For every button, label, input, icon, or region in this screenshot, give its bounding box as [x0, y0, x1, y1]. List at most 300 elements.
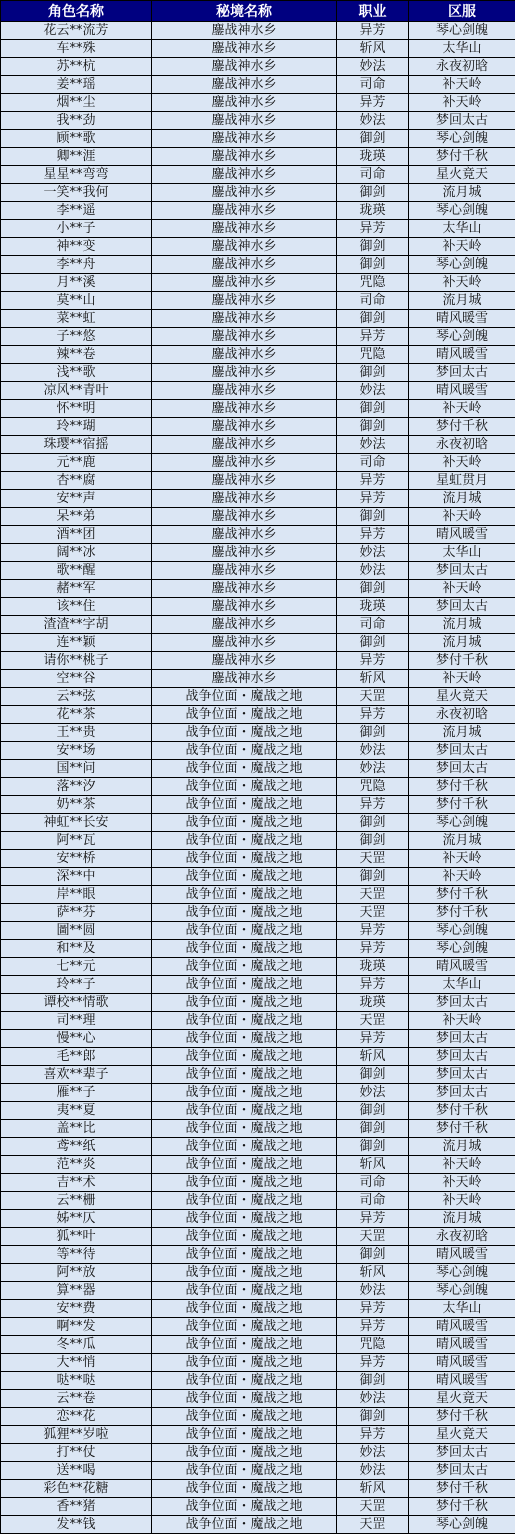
character-name-cell: 大**悄	[1, 1354, 152, 1372]
character-name-cell: 顾**歌	[1, 130, 152, 148]
class-cell: 天罡	[337, 1228, 409, 1246]
character-name-cell: 香**猪	[1, 1498, 152, 1516]
realm-name-cell: 战争位面・魔战之地	[152, 814, 337, 832]
server-cell: 太华山	[409, 544, 515, 562]
realm-name-cell: 鏖战神水乡	[152, 184, 337, 202]
class-cell: 异芳	[337, 1210, 409, 1228]
table-row	[1, 472, 515, 490]
character-name-cell: 国**问	[1, 760, 152, 778]
class-cell: 异芳	[337, 706, 409, 724]
class-cell: 异芳	[337, 526, 409, 544]
character-name-cell: 慢**心	[1, 1030, 152, 1048]
server-cell: 太华山	[409, 976, 515, 994]
character-name-cell: 空**谷	[1, 670, 152, 688]
table-row	[1, 1030, 515, 1048]
realm-name-cell: 鏖战神水乡	[152, 562, 337, 580]
server-cell: 梦付千秋	[409, 1498, 515, 1516]
table-row	[1, 184, 515, 202]
server-cell: 补天岭	[409, 580, 515, 598]
realm-name-cell: 战争位面・魔战之地	[152, 1138, 337, 1156]
realm-name-cell: 战争位面・魔战之地	[152, 904, 337, 922]
realm-name-cell: 鏖战神水乡	[152, 616, 337, 634]
character-name-cell: 狐**叶	[1, 1228, 152, 1246]
realm-name-cell: 鏖战神水乡	[152, 58, 337, 76]
table-row	[1, 166, 515, 184]
server-cell: 永夜初晗	[409, 706, 515, 724]
class-cell: 天罡	[337, 850, 409, 868]
table-row	[1, 328, 515, 346]
table-row	[1, 58, 515, 76]
character-name-cell: 吉**术	[1, 1174, 152, 1192]
realm-name-cell: 战争位面・魔战之地	[152, 1156, 337, 1174]
realm-name-cell: 战争位面・魔战之地	[152, 1102, 337, 1120]
server-cell: 晴风暖雪	[409, 1318, 515, 1336]
class-cell: 御剑	[337, 508, 409, 526]
class-cell: 珑瑛	[337, 202, 409, 220]
class-cell: 异芳	[337, 22, 409, 40]
class-cell: 异芳	[337, 1354, 409, 1372]
character-name-cell: 子**悠	[1, 328, 152, 346]
class-cell: 御剑	[337, 634, 409, 652]
character-name-cell: 阿**瓦	[1, 832, 152, 850]
server-cell: 太华山	[409, 220, 515, 238]
class-cell: 妙法	[337, 1084, 409, 1102]
realm-name-cell: 战争位面・魔战之地	[152, 1282, 337, 1300]
server-cell: 永夜初晗	[409, 58, 515, 76]
table-row	[1, 634, 515, 652]
server-cell: 永夜初晗	[409, 436, 515, 454]
character-name-cell: 等**待	[1, 1246, 152, 1264]
character-name-cell: 云**卷	[1, 1390, 152, 1408]
class-cell: 御剑	[337, 1066, 409, 1084]
class-cell: 咒隐	[337, 346, 409, 364]
table-row	[1, 148, 515, 166]
character-name-cell: 雁**子	[1, 1084, 152, 1102]
class-cell: 御剑	[337, 364, 409, 382]
table-row	[1, 508, 515, 526]
character-name-cell: 安**费	[1, 1300, 152, 1318]
class-cell: 御剑	[337, 418, 409, 436]
realm-name-cell: 战争位面・魔战之地	[152, 1066, 337, 1084]
character-name-cell: 姊**仄	[1, 1210, 152, 1228]
server-cell: 琴心剑魄	[409, 328, 515, 346]
character-name-cell: 珠璎**宿摇	[1, 436, 152, 454]
table-row	[1, 436, 515, 454]
character-name-cell: 怀**明	[1, 400, 152, 418]
realm-name-cell: 鏖战神水乡	[152, 166, 337, 184]
class-cell: 斩风	[337, 40, 409, 58]
realm-name-cell: 战争位面・魔战之地	[152, 724, 337, 742]
table-row	[1, 742, 515, 760]
class-cell: 妙法	[337, 58, 409, 76]
table-row	[1, 490, 515, 508]
class-cell: 妙法	[337, 760, 409, 778]
realm-name-cell: 战争位面・魔战之地	[152, 760, 337, 778]
realm-name-cell: 鏖战神水乡	[152, 400, 337, 418]
table-row	[1, 1084, 515, 1102]
table-row	[1, 1462, 515, 1480]
table-row	[1, 346, 515, 364]
class-cell: 天罡	[337, 1498, 409, 1516]
realm-name-cell: 鏖战神水乡	[152, 22, 337, 40]
realm-name-cell: 战争位面・魔战之地	[152, 1408, 337, 1426]
realm-name-cell: 鏖战神水乡	[152, 130, 337, 148]
server-cell: 梦付千秋	[409, 148, 515, 166]
server-cell: 补天岭	[409, 238, 515, 256]
character-name-cell: 呆**弟	[1, 508, 152, 526]
table-row	[1, 688, 515, 706]
server-cell: 梦付千秋	[409, 1102, 515, 1120]
character-name-cell: 渣渣**字胡	[1, 616, 152, 634]
realm-name-cell: 鏖战神水乡	[152, 454, 337, 472]
server-cell: 晴风暖雪	[409, 1372, 515, 1390]
character-name-cell: 李**遥	[1, 202, 152, 220]
table-row	[1, 418, 515, 436]
character-name-cell: 王**贵	[1, 724, 152, 742]
server-cell: 梦付千秋	[409, 652, 515, 670]
class-cell: 异芳	[337, 1426, 409, 1444]
table-row	[1, 814, 515, 832]
realm-name-cell: 鏖战神水乡	[152, 76, 337, 94]
realm-name-cell: 鏖战神水乡	[152, 652, 337, 670]
realm-name-cell: 战争位面・魔战之地	[152, 976, 337, 994]
realm-name-cell: 鏖战神水乡	[152, 274, 337, 292]
realm-name-cell: 鏖战神水乡	[152, 148, 337, 166]
class-cell: 珑瑛	[337, 148, 409, 166]
server-cell: 梦回太古	[409, 994, 515, 1012]
character-name-cell: 夷**夏	[1, 1102, 152, 1120]
table-row	[1, 1282, 515, 1300]
character-name-cell: 发**钱	[1, 1516, 152, 1534]
table-row	[1, 706, 515, 724]
table-row	[1, 1372, 515, 1390]
character-name-cell: 冬**瓜	[1, 1336, 152, 1354]
class-cell: 御剑	[337, 310, 409, 328]
table-row	[1, 1336, 515, 1354]
server-cell: 梦付千秋	[409, 778, 515, 796]
character-name-cell: 恋**花	[1, 1408, 152, 1426]
class-cell: 御剑	[337, 1246, 409, 1264]
character-name-cell: 岸**眼	[1, 886, 152, 904]
server-cell: 琴心剑魄	[409, 814, 515, 832]
character-name-cell: 安**桥	[1, 850, 152, 868]
table-row	[1, 1318, 515, 1336]
class-cell: 珑瑛	[337, 598, 409, 616]
character-name-cell: 七**元	[1, 958, 152, 976]
table-row	[1, 1426, 515, 1444]
character-name-cell: 神**变	[1, 238, 152, 256]
class-cell: 司命	[337, 1174, 409, 1192]
character-name-cell: 云**弦	[1, 688, 152, 706]
server-cell: 琴心剑魄	[409, 1264, 515, 1282]
realm-name-cell: 鏖战神水乡	[152, 490, 337, 508]
character-name-cell: 和**及	[1, 940, 152, 958]
realm-name-cell: 战争位面・魔战之地	[152, 1030, 337, 1048]
table-row	[1, 598, 515, 616]
realm-name-cell: 鏖战神水乡	[152, 670, 337, 688]
character-name-cell: 云**栅	[1, 1192, 152, 1210]
character-name-cell: 狐狸**岁啦	[1, 1426, 152, 1444]
server-cell: 梦回太古	[409, 1462, 515, 1480]
class-cell: 妙法	[337, 1282, 409, 1300]
server-cell: 流月城	[409, 184, 515, 202]
table-row	[1, 1408, 515, 1426]
server-cell: 晴风暖雪	[409, 958, 515, 976]
character-name-cell: 玲**子	[1, 976, 152, 994]
class-cell: 天罡	[337, 1012, 409, 1030]
class-cell: 御剑	[337, 400, 409, 418]
realm-name-cell: 战争位面・魔战之地	[152, 1210, 337, 1228]
table-row	[1, 1498, 515, 1516]
realm-name-cell: 鏖战神水乡	[152, 598, 337, 616]
server-cell: 流月城	[409, 832, 515, 850]
header-class: 职业	[337, 1, 409, 22]
character-name-cell: 浅**歌	[1, 364, 152, 382]
table-row	[1, 580, 515, 598]
character-name-cell: 凉风**青叶	[1, 382, 152, 400]
character-name-cell: 范**炎	[1, 1156, 152, 1174]
table-row	[1, 796, 515, 814]
character-name-cell: 喜欢**辈子	[1, 1066, 152, 1084]
realm-name-cell: 战争位面・魔战之地	[152, 1228, 337, 1246]
class-cell: 妙法	[337, 112, 409, 130]
server-cell: 补天岭	[409, 1174, 515, 1192]
server-cell: 梦回太古	[409, 1444, 515, 1462]
realm-name-cell: 战争位面・魔战之地	[152, 706, 337, 724]
server-cell: 琴心剑魄	[409, 22, 515, 40]
class-cell: 珑瑛	[337, 994, 409, 1012]
table-body	[1, 22, 515, 1534]
character-name-cell: 该**住	[1, 598, 152, 616]
header-character-name: 角色名称	[1, 1, 152, 22]
server-cell: 梦付千秋	[409, 418, 515, 436]
table-row	[1, 886, 515, 904]
server-cell: 星火竟天	[409, 688, 515, 706]
class-cell: 异芳	[337, 922, 409, 940]
table-row	[1, 616, 515, 634]
realm-name-cell: 战争位面・魔战之地	[152, 850, 337, 868]
class-cell: 御剑	[337, 814, 409, 832]
realm-name-cell: 战争位面・魔战之地	[152, 1390, 337, 1408]
realm-name-cell: 战争位面・魔战之地	[152, 1174, 337, 1192]
server-cell: 晴风暖雪	[409, 1336, 515, 1354]
table-row	[1, 868, 515, 886]
character-name-cell: 车**殊	[1, 40, 152, 58]
realm-name-cell: 战争位面・魔战之地	[152, 994, 337, 1012]
realm-name-cell: 鏖战神水乡	[152, 40, 337, 58]
realm-name-cell: 战争位面・魔战之地	[152, 1372, 337, 1390]
character-name-cell: 赭**军	[1, 580, 152, 598]
class-cell: 妙法	[337, 544, 409, 562]
character-name-cell: 啊**发	[1, 1318, 152, 1336]
table-row	[1, 1246, 515, 1264]
class-cell: 司命	[337, 454, 409, 472]
class-cell: 斩风	[337, 670, 409, 688]
server-cell: 晴风暖雪	[409, 1246, 515, 1264]
table-row	[1, 400, 515, 418]
class-cell: 异芳	[337, 976, 409, 994]
server-cell: 晴风暖雪	[409, 346, 515, 364]
realm-name-cell: 战争位面・魔战之地	[152, 1444, 337, 1462]
server-cell: 星火竟天	[409, 1426, 515, 1444]
class-cell: 御剑	[337, 1138, 409, 1156]
table-row	[1, 850, 515, 868]
server-cell: 流月城	[409, 724, 515, 742]
server-cell: 琴心剑魄	[409, 256, 515, 274]
class-cell: 妙法	[337, 562, 409, 580]
server-cell: 补天岭	[409, 400, 515, 418]
server-cell: 晴风暖雪	[409, 310, 515, 328]
character-name-cell: 酒**团	[1, 526, 152, 544]
table-row	[1, 562, 515, 580]
table-row	[1, 76, 515, 94]
class-cell: 珑瑛	[337, 958, 409, 976]
realm-name-cell: 战争位面・魔战之地	[152, 868, 337, 886]
table-row	[1, 760, 515, 778]
character-name-cell: 歌**醒	[1, 562, 152, 580]
table-row	[1, 1192, 515, 1210]
character-name-cell: 萨**芬	[1, 904, 152, 922]
table-row	[1, 1210, 515, 1228]
server-cell: 补天岭	[409, 1012, 515, 1030]
character-name-cell: 我**劲	[1, 112, 152, 130]
realm-name-cell: 战争位面・魔战之地	[152, 742, 337, 760]
character-name-cell: 谭校**情歌	[1, 994, 152, 1012]
realm-name-cell: 鏖战神水乡	[152, 526, 337, 544]
character-name-cell: 安**声	[1, 490, 152, 508]
server-cell: 梦回太古	[409, 1084, 515, 1102]
realm-name-cell: 鏖战神水乡	[152, 256, 337, 274]
server-cell: 补天岭	[409, 454, 515, 472]
table-row	[1, 904, 515, 922]
table-row	[1, 382, 515, 400]
server-cell: 梦回太古	[409, 112, 515, 130]
realm-name-cell: 鏖战神水乡	[152, 328, 337, 346]
character-name-cell: 打**仗	[1, 1444, 152, 1462]
server-cell: 太华山	[409, 40, 515, 58]
table-row	[1, 1444, 515, 1462]
class-cell: 异芳	[337, 796, 409, 814]
server-cell: 琴心剑魄	[409, 1282, 515, 1300]
realm-name-cell: 战争位面・魔战之地	[152, 940, 337, 958]
realm-name-cell: 鏖战神水乡	[152, 634, 337, 652]
class-cell: 斩风	[337, 1048, 409, 1066]
server-cell: 梦回太古	[409, 1048, 515, 1066]
character-name-cell: 奶**茶	[1, 796, 152, 814]
server-cell: 晴风暖雪	[409, 1354, 515, 1372]
character-name-cell: 连**颖	[1, 634, 152, 652]
character-name-cell: 阿**放	[1, 1264, 152, 1282]
realm-name-cell: 鏖战神水乡	[152, 310, 337, 328]
character-name-cell: 鸢**纸	[1, 1138, 152, 1156]
realm-name-cell: 战争位面・魔战之地	[152, 796, 337, 814]
character-name-cell: 阔**冰	[1, 544, 152, 562]
character-name-cell: 姜**瑶	[1, 76, 152, 94]
class-cell: 异芳	[337, 940, 409, 958]
server-cell: 琴心剑魄	[409, 1516, 515, 1534]
table-row	[1, 454, 515, 472]
server-cell: 琴心剑魄	[409, 202, 515, 220]
realm-name-cell: 战争位面・魔战之地	[152, 1336, 337, 1354]
realm-name-cell: 战争位面・魔战之地	[152, 832, 337, 850]
class-cell: 妙法	[337, 1390, 409, 1408]
class-cell: 异芳	[337, 652, 409, 670]
class-cell: 司命	[337, 76, 409, 94]
class-cell: 咒隐	[337, 274, 409, 292]
table-row	[1, 1138, 515, 1156]
table-row	[1, 1480, 515, 1498]
server-cell: 梦回太古	[409, 562, 515, 580]
server-cell: 琴心剑魄	[409, 940, 515, 958]
class-cell: 司命	[337, 166, 409, 184]
server-cell: 梦回太古	[409, 364, 515, 382]
table-row	[1, 994, 515, 1012]
table-row	[1, 724, 515, 742]
class-cell: 御剑	[337, 184, 409, 202]
server-cell: 琴心剑魄	[409, 130, 515, 148]
realm-name-cell: 战争位面・魔战之地	[152, 1498, 337, 1516]
realm-name-cell: 战争位面・魔战之地	[152, 1264, 337, 1282]
server-cell: 梦回太古	[409, 1030, 515, 1048]
table-row	[1, 1264, 515, 1282]
class-cell: 咒隐	[337, 1336, 409, 1354]
server-cell: 梦付千秋	[409, 1408, 515, 1426]
realm-name-cell: 战争位面・魔战之地	[152, 1318, 337, 1336]
table-row	[1, 310, 515, 328]
server-cell: 流月城	[409, 292, 515, 310]
realm-name-cell: 鏖战神水乡	[152, 346, 337, 364]
character-name-cell: 星星**弯弯	[1, 166, 152, 184]
realm-name-cell: 战争位面・魔战之地	[152, 1300, 337, 1318]
character-name-cell: 圖**圆	[1, 922, 152, 940]
table-row	[1, 778, 515, 796]
realm-name-cell: 鏖战神水乡	[152, 364, 337, 382]
class-cell: 异芳	[337, 220, 409, 238]
character-name-cell: 玲**瑚	[1, 418, 152, 436]
table-row	[1, 220, 515, 238]
server-cell: 星虹贯月	[409, 472, 515, 490]
realm-name-cell: 战争位面・魔战之地	[152, 688, 337, 706]
server-cell: 补天岭	[409, 274, 515, 292]
server-cell: 梦回太古	[409, 742, 515, 760]
character-name-cell: 司**理	[1, 1012, 152, 1030]
realm-name-cell: 鏖战神水乡	[152, 436, 337, 454]
character-name-cell: 菜**虹	[1, 310, 152, 328]
table-row	[1, 958, 515, 976]
table-row	[1, 1390, 515, 1408]
class-cell: 御剑	[337, 868, 409, 886]
class-cell: 御剑	[337, 256, 409, 274]
class-cell: 司命	[337, 616, 409, 634]
class-cell: 御剑	[337, 1102, 409, 1120]
server-cell: 太华山	[409, 1300, 515, 1318]
character-name-cell: 元**鹿	[1, 454, 152, 472]
header-server: 区服	[409, 1, 515, 22]
character-name-cell: 花云**流芳	[1, 22, 152, 40]
realm-name-cell: 战争位面・魔战之地	[152, 1084, 337, 1102]
class-cell: 异芳	[337, 1030, 409, 1048]
realm-name-cell: 战争位面・魔战之地	[152, 778, 337, 796]
table-row	[1, 202, 515, 220]
server-cell: 梦付千秋	[409, 796, 515, 814]
realm-name-cell: 鏖战神水乡	[152, 382, 337, 400]
table-row	[1, 1066, 515, 1084]
class-cell: 咒隐	[337, 778, 409, 796]
realm-name-cell: 鏖战神水乡	[152, 112, 337, 130]
realm-name-cell: 战争位面・魔战之地	[152, 1120, 337, 1138]
realm-name-cell: 战争位面・魔战之地	[152, 1426, 337, 1444]
character-name-cell: 彩色**花糖	[1, 1480, 152, 1498]
